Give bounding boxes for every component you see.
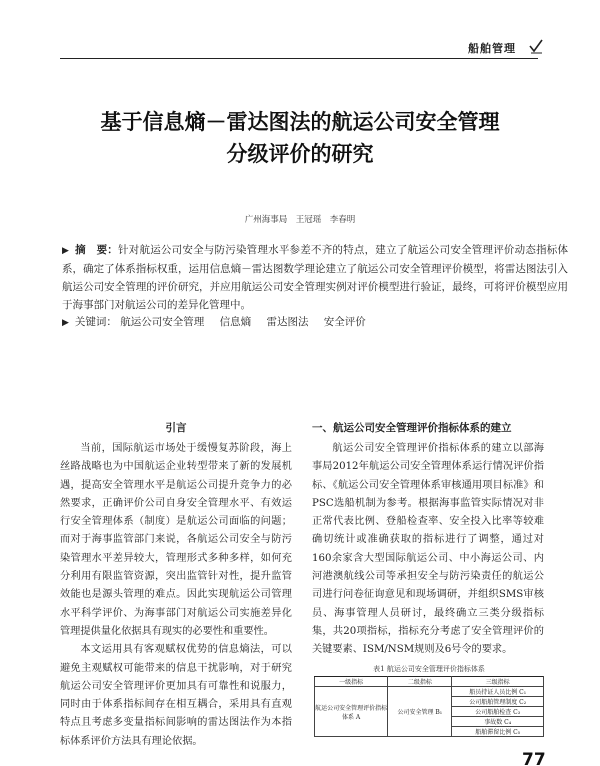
paragraph: 当前，国际航运市场处于缓慢复苏阶段，海上丝路战略也为中国航运企业转型带来了新的发展机遇，提高安全管理水平是航运公司提升竞争力的必然要求，正确评价公司自身安全管理水平、有效运行安全管理体系（制度）是航运公司面临的问题；而对于海事监管部门来说，各航运公司安全与防污染管理水平差异较大，管理形式多种多样，如何充分利用有限监管资源，突出监管针对性，提升监管效能也是源头管理的难点。因此实现航运公司管理水平科学评价、为海事部门对航运公司实施差异化管理提供量化依据具有现实的必要性和重要性。 — [60, 443, 292, 637]
keywords — [62, 313, 568, 332]
table-cell-level3: 事故数 C₄ — [452, 717, 544, 727]
table-cell-level1: 航运公司安全管理评价指标体系 A — [315, 687, 388, 737]
keyword: 安全评价 — [323, 316, 366, 328]
section-heading-1: 一、航运公司安全管理评价指标体系的建立 — [312, 422, 512, 434]
table-row — [315, 687, 544, 697]
table-cell-level3: 公司船舶检查 C₃ — [452, 707, 544, 717]
left-column — [60, 418, 292, 751]
paragraph: 航运公司安全管理评价指标体系的建立以部海事局2012年航运公司安全管理体系运行情况评价指标、《航运公司安全管理体系审核通用项目标准》和PSC选船机制为参考。根据海事监管实际情况对非正常代表比例、登船检查率、安全投入比率等较难确切统计或准确获取的指标进行了调整，通过对160余家含大型国际航运公司、中小海运公司、内河港澳航线公司等承担安全与防污染责任的航运公司进行问卷征询意见和现场调研，并组织SMS审核员、海事管理人员研讨，最终确立三类分级指标集，共20项指标，指标充分考虑了安全管理评价的关键要素、ISM/NSM规则及6号令的要求。 — [312, 443, 544, 656]
keyword: 信息熵 — [219, 316, 252, 328]
title-line-1: 基于信息熵－雷达图法的航运公司安全管理 — [100, 110, 500, 134]
table-cell-level3: 船舶滞留比例 C₅ — [452, 727, 544, 737]
table-cell-level3: 船员持证人员比例 C₁ — [452, 687, 544, 697]
triangle-bullet-icon: ▶ — [62, 246, 70, 256]
table-caption: 表1 航运公司安全管理评价指标体系 — [373, 665, 485, 673]
table-cell-level3: 公司船舶管理制度 C₂ — [452, 697, 544, 707]
section-tag: 船舶管理 — [468, 42, 516, 55]
section-heading-intro: 引言 — [165, 422, 187, 434]
right-column — [312, 418, 544, 660]
article-title — [20, 106, 580, 170]
page-header — [0, 0, 600, 64]
table-cell-level2: 公司安全管理 B₁ — [388, 687, 452, 737]
table-header-row — [315, 677, 544, 687]
abstract-text: 针对航运公司安全与防污染管理水平参差不齐的特点，建立了航运公司安全管理评价动态指标体系，确定了体系指标权重，运用信息熵－雷达图数学理论建立了航运公司安全管理评价模型，将雷达图法引入航运公司安全管理的评价研究，并应用航运公司安全管理实例对评价模型进行验证，最终，可将评价模型应用于海事部门对航运公司的差异化管理中。 — [62, 244, 569, 311]
abstract — [62, 241, 568, 314]
keyword: 雷达图法 — [266, 316, 309, 328]
table-header-cell: 三级指标 — [452, 677, 544, 687]
keyword: 航运公司安全管理 — [120, 316, 205, 328]
page-number: 77 — [522, 750, 546, 766]
index-table — [314, 676, 544, 737]
table-header-cell: 一级指标 — [315, 677, 388, 687]
keywords-label: 关键词： — [74, 316, 117, 328]
authors: 广州海事局 王冠瑶 李春明 — [244, 215, 356, 225]
pencil-check-icon — [528, 38, 544, 54]
table-header-cell: 二级指标 — [388, 677, 452, 687]
abstract-label: 摘 要： — [75, 244, 119, 256]
paragraph: 本文运用具有客观赋权优势的信息熵法，可以避免主观赋权可能带来的信息干扰影响，对于研究航运公司安全管理评价更加具有可靠性和说服力，同时由于体系指标间存在相互耦合，采用具有直观特点且考虑多变量指标间影响的雷达图法作为本指标体系评价方法具有理论依据。 — [60, 644, 292, 747]
triangle-bullet-icon: ▶ — [62, 318, 69, 328]
title-line-2: 分级评价的研究 — [226, 142, 374, 166]
header-rule — [60, 58, 538, 59]
